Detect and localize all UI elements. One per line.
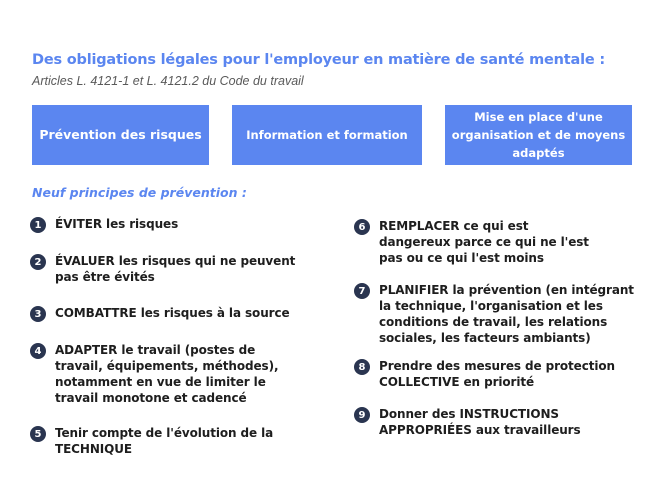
principle-item-9 — [354, 406, 654, 438]
principle-item-2 — [30, 253, 330, 285]
obligation-box-prevention — [32, 105, 209, 165]
principle-text: ÉVALUER les risques qui ne peuvent pas être évités — [55, 254, 296, 284]
number-badge-icon: 5 — [30, 426, 46, 442]
number-badge-icon: 7 — [354, 283, 370, 299]
principle-item-8 — [354, 358, 654, 390]
obligation-box-information — [232, 105, 422, 165]
principle-item-6 — [354, 218, 654, 266]
principle-item-1 — [30, 216, 330, 233]
number-badge-icon: 2 — [30, 254, 46, 270]
obligation-box-label: Prévention des risques — [39, 127, 202, 142]
number-badge-icon: 3 — [30, 306, 46, 322]
legal-reference: Articles L. 4121-1 et L. 4121.2 du Code du travail — [32, 74, 304, 88]
obligation-box-label: Mise en place d'une organisation et de moyens adaptés — [451, 110, 626, 160]
number-badge-icon: 9 — [354, 407, 370, 423]
number-badge-icon: 6 — [354, 219, 370, 235]
principle-text: ADAPTER le travail (postes de travail, équipements, méthodes), notamment en vue de limiter le travail monotone et cadencé — [55, 343, 279, 405]
principle-item-5 — [30, 425, 330, 457]
number-badge-icon: 8 — [354, 359, 370, 375]
principle-item-4 — [30, 342, 330, 406]
principle-text: Tenir compte de l'évolution de la TECHNIQUE — [55, 426, 274, 456]
obligation-box-label: Information et formation — [246, 128, 408, 142]
principle-text: Prendre des mesures de protection COLLECTIVE en priorité — [379, 359, 615, 389]
principles-title: Neuf principes de prévention : — [32, 185, 247, 200]
principle-text: COMBATTRE les risques à la source — [55, 306, 290, 320]
principle-text: ÉVITER les risques — [55, 217, 179, 231]
principle-item-7 — [354, 282, 654, 346]
number-badge-icon: 4 — [30, 343, 46, 359]
principle-item-3 — [30, 305, 330, 322]
page-title: Des obligations légales pour l'employeur en matière de santé mentale : — [32, 52, 605, 68]
principle-text: PLANIFIER la prévention (en intégrant la technique, l'organisation et les conditions de travail, les relations sociales, les facteurs ambiants) — [379, 283, 634, 345]
principle-text: REMPLACER ce qui est dangereux parce ce qui ne l'est pas ou ce qui l'est moins — [379, 219, 589, 265]
number-badge-icon: 1 — [30, 217, 46, 233]
obligation-box-organisation — [445, 105, 632, 165]
principle-text: Donner des INSTRUCTIONS APPROPRIÉES aux travailleurs — [379, 407, 581, 437]
